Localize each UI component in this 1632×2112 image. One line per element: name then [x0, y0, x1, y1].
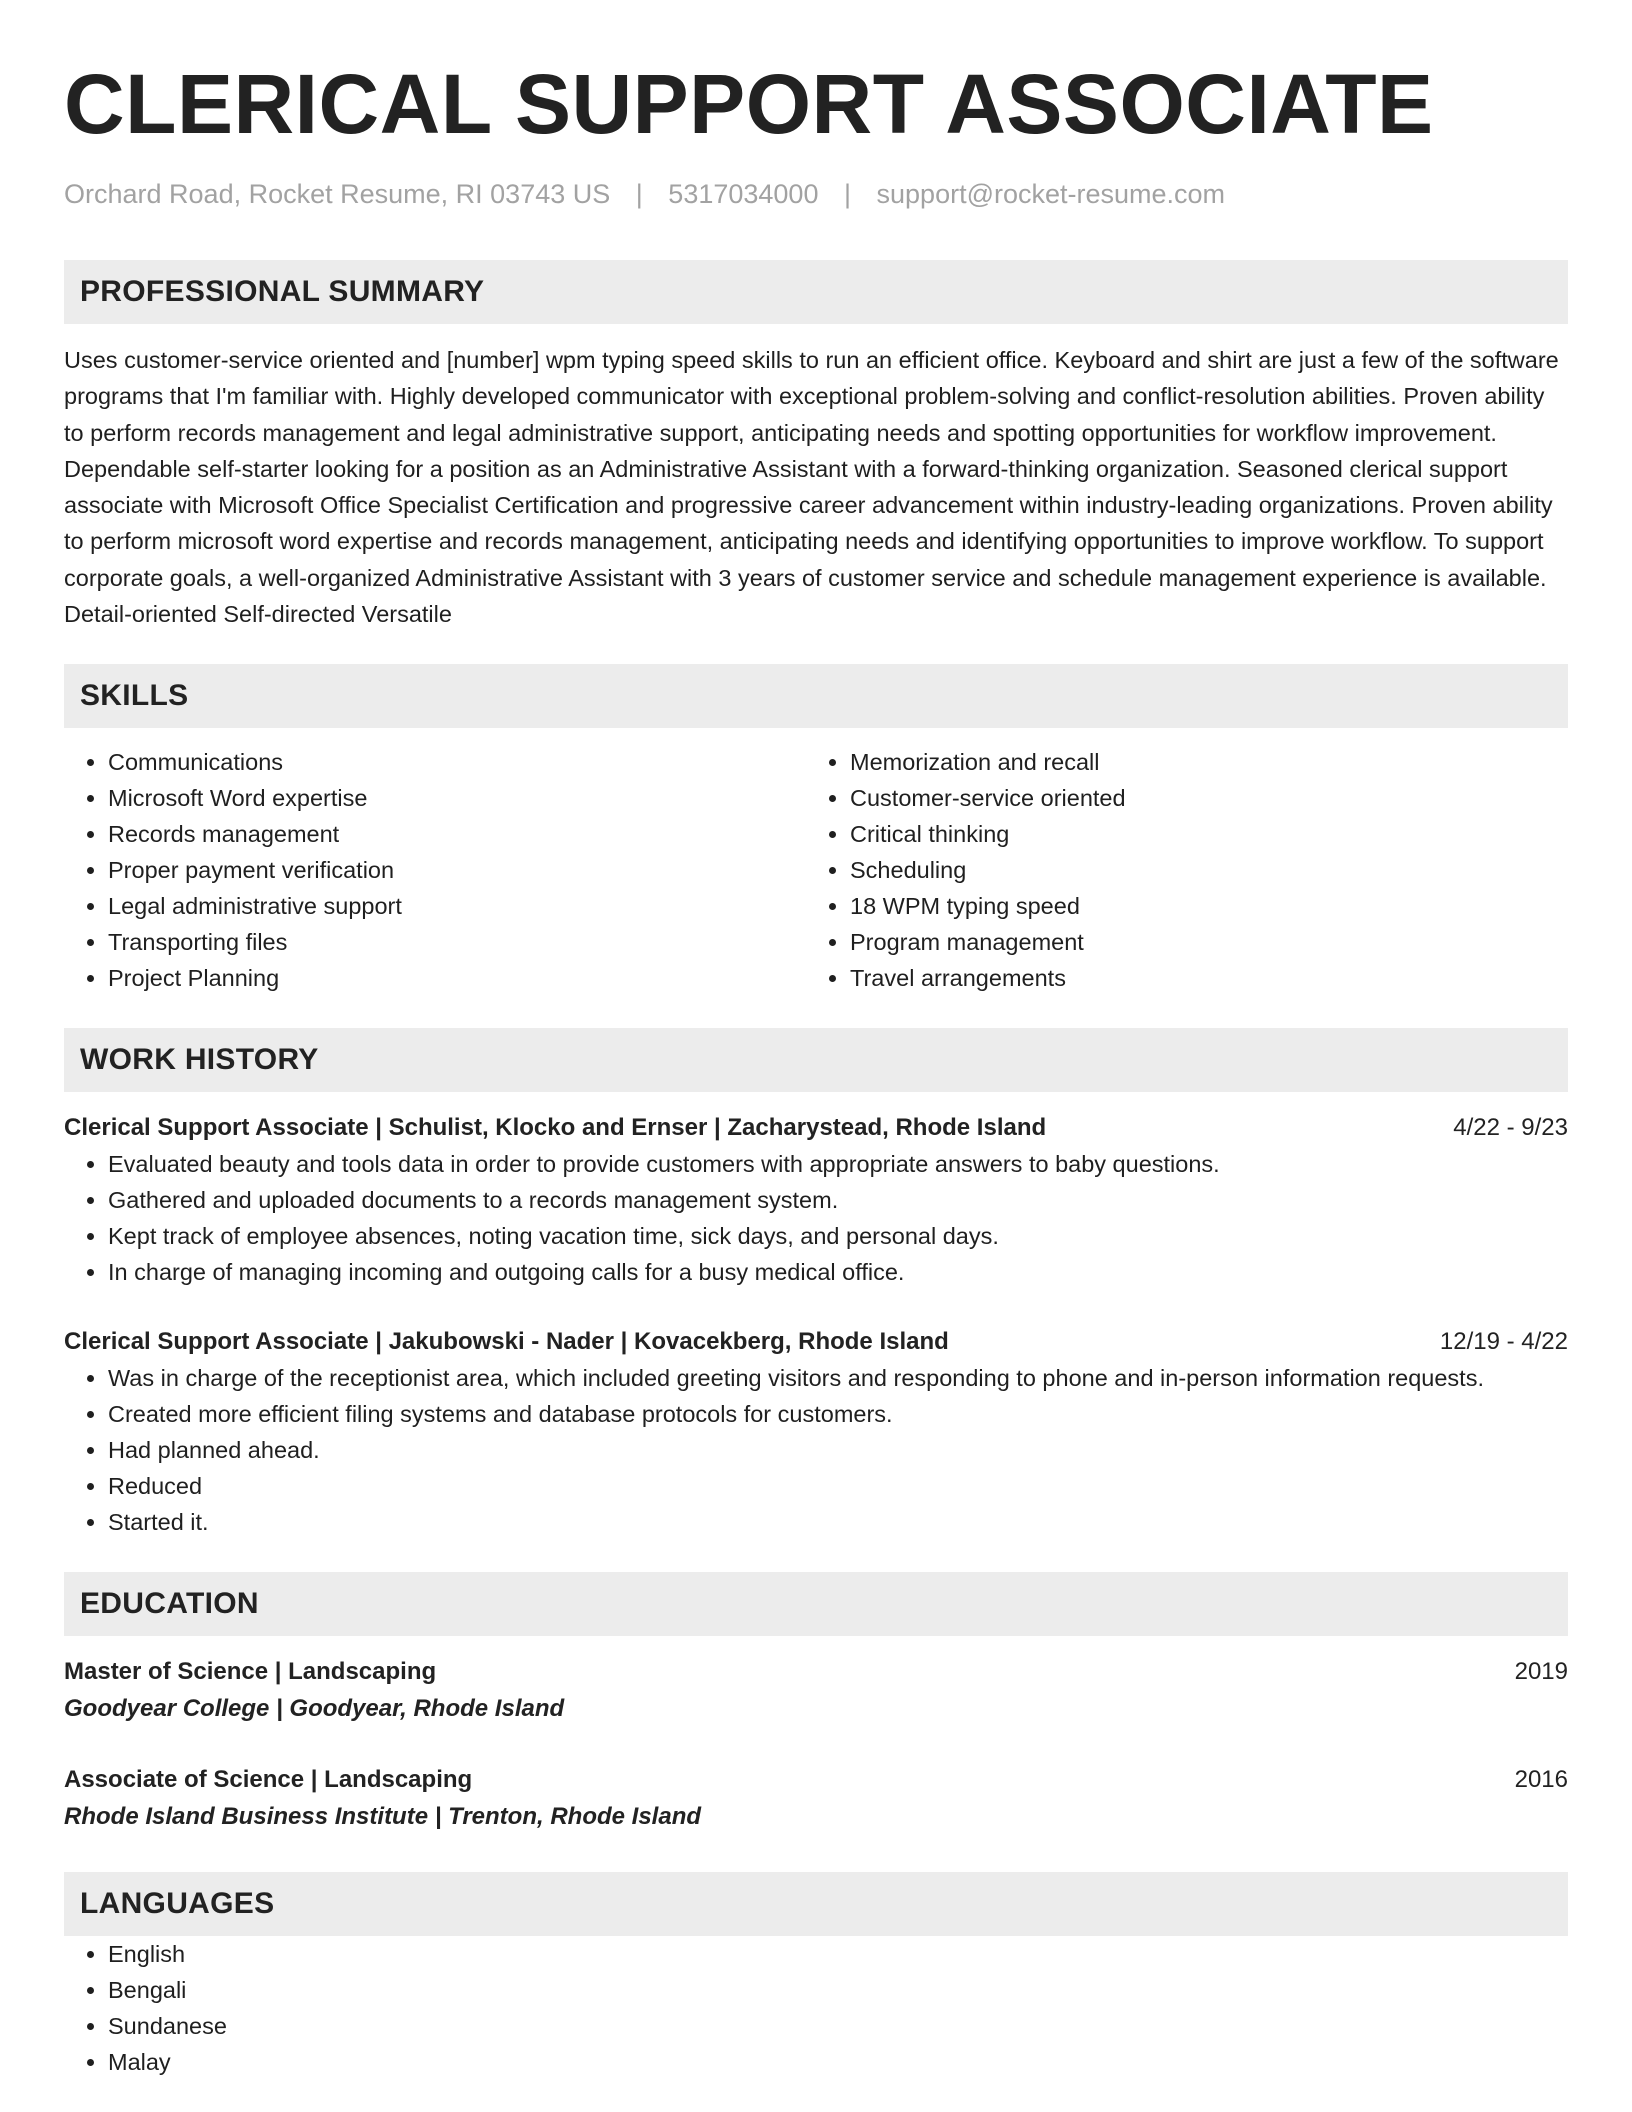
language-item: • Bengali — [108, 1972, 1568, 2008]
skill-item: • Program management — [850, 924, 1548, 960]
job-header — [64, 1110, 1568, 1146]
languages-list — [64, 1936, 1568, 2080]
job-bullet: • Was in charge of the receptionist area, which included greeting visitors and responding to phone and in-person information requests. — [108, 1360, 1568, 1396]
education-year: 2016 — [1514, 1766, 1568, 1794]
skills-list-right — [806, 744, 1548, 996]
job-bullet: • Started it. — [108, 1504, 1568, 1540]
job-dates: 12/19 - 4/22 — [1439, 1328, 1568, 1356]
job-bullet: • Kept track of employee absences, noting vacation time, sick days, and personal days. — [108, 1218, 1568, 1254]
skills-heading: SKILLS — [64, 664, 1568, 728]
education-header — [64, 1654, 1568, 1690]
education-degree: Master of Science | Landscaping — [64, 1658, 437, 1686]
skill-item: • Microsoft Word expertise — [108, 780, 806, 816]
skill-item: • Critical thinking — [850, 816, 1548, 852]
language-item: • Malay — [108, 2044, 1568, 2080]
skills-column-left — [64, 744, 806, 996]
summary-heading: PROFESSIONAL SUMMARY — [64, 260, 1568, 324]
contact-line — [64, 176, 1568, 212]
education-school: Rhode Island Business Institute | Trenton, Rhode Island — [64, 1803, 702, 1831]
work-history-heading: WORK HISTORY — [64, 1028, 1568, 1092]
job-bullet: • Had planned ahead. — [108, 1432, 1568, 1468]
contact-address: Orchard Road, Rocket Resume, RI 03743 US — [64, 179, 611, 209]
skill-item: • Communications — [108, 744, 806, 780]
education-entry — [64, 1654, 1568, 1728]
skill-item: • Records management — [108, 816, 806, 852]
skill-item: • Project Planning — [108, 960, 806, 996]
job-entry — [64, 1110, 1568, 1290]
skill-item: • Memorization and recall — [850, 744, 1548, 780]
job-header — [64, 1324, 1568, 1360]
job-title: Clerical Support Associate | Schulist, Klocko and Ernser | Zacharystead, Rhode Island — [64, 1114, 1047, 1142]
education-entry — [64, 1762, 1568, 1836]
education-school: Goodyear College | Goodyear, Rhode Island — [64, 1695, 565, 1723]
skills-list-left — [64, 744, 806, 996]
contact-separator: | — [635, 179, 643, 209]
job-bullet: • Reduced — [108, 1468, 1568, 1504]
job-bullets — [64, 1360, 1568, 1540]
education-header — [64, 1762, 1568, 1798]
job-bullet: • Evaluated beauty and tools data in order to provide customers with appropriate answers to baby questions. — [108, 1146, 1568, 1182]
education-year: 2019 — [1514, 1658, 1568, 1686]
job-title: Clerical Support Associate | Jakubowski - Nader | Kovacekberg, Rhode Island — [64, 1328, 949, 1356]
skills-grid — [64, 744, 1568, 996]
skill-item: • 18 WPM typing speed — [850, 888, 1548, 924]
education-heading: EDUCATION — [64, 1572, 1568, 1636]
resume-name-title: CLERICAL SUPPORT ASSOCIATE — [64, 57, 1434, 151]
job-bullet: • Gathered and uploaded documents to a records management system. — [108, 1182, 1568, 1218]
skill-item: • Travel arrangements — [850, 960, 1548, 996]
skill-item: • Scheduling — [850, 852, 1548, 888]
job-bullets — [64, 1146, 1568, 1290]
skill-item: • Transporting files — [108, 924, 806, 960]
language-item: • Sundanese — [108, 2008, 1568, 2044]
job-bullet: • Created more efficient filing systems and database protocols for customers. — [108, 1396, 1568, 1432]
education-degree: Associate of Science | Landscaping — [64, 1766, 473, 1794]
skill-item: • Proper payment verification — [108, 852, 806, 888]
languages-heading: LANGUAGES — [64, 1872, 1568, 1936]
skills-column-right — [806, 744, 1548, 996]
language-item: • English — [108, 1936, 1568, 1972]
contact-separator: | — [843, 179, 851, 209]
skill-item: • Customer-service oriented — [850, 780, 1548, 816]
job-bullet: • In charge of managing incoming and outgoing calls for a busy medical office. — [108, 1254, 1568, 1290]
job-entry — [64, 1324, 1568, 1540]
job-dates: 4/22 - 9/23 — [1453, 1114, 1568, 1142]
summary-text: Uses customer-service oriented and [number] wpm typing speed skills to run an efficient office. Keyboard and shirt are just a few of the software programs that I'm familiar with. Highly developed communicator with exceptional problem-solving and conflict-resolution abilities. Proven ability to perform records management and legal administrative support, anticipating needs and spotting opportunities for workflow improvement. Dependable self-starter looking for a position as an Administrative Assistant with a forward-thinking organization. Seasoned clerical support associate with Microsoft Office Specialist Certification and progressive career advancement within industry-leading organizations. Proven ability to perform microsoft word expertise and records management, anticipating needs and identifying opportunities to improve workflow. To support corporate goals, a well-organized Administrative Assistant with 3 years of customer service and schedule management experience is available. Detail-oriented Self-directed Versatile — [64, 347, 1559, 628]
skill-item: • Legal administrative support — [108, 888, 806, 924]
contact-email[interactable]: support@rocket-resume.com — [876, 179, 1226, 209]
contact-phone: 5317034000 — [668, 179, 819, 209]
